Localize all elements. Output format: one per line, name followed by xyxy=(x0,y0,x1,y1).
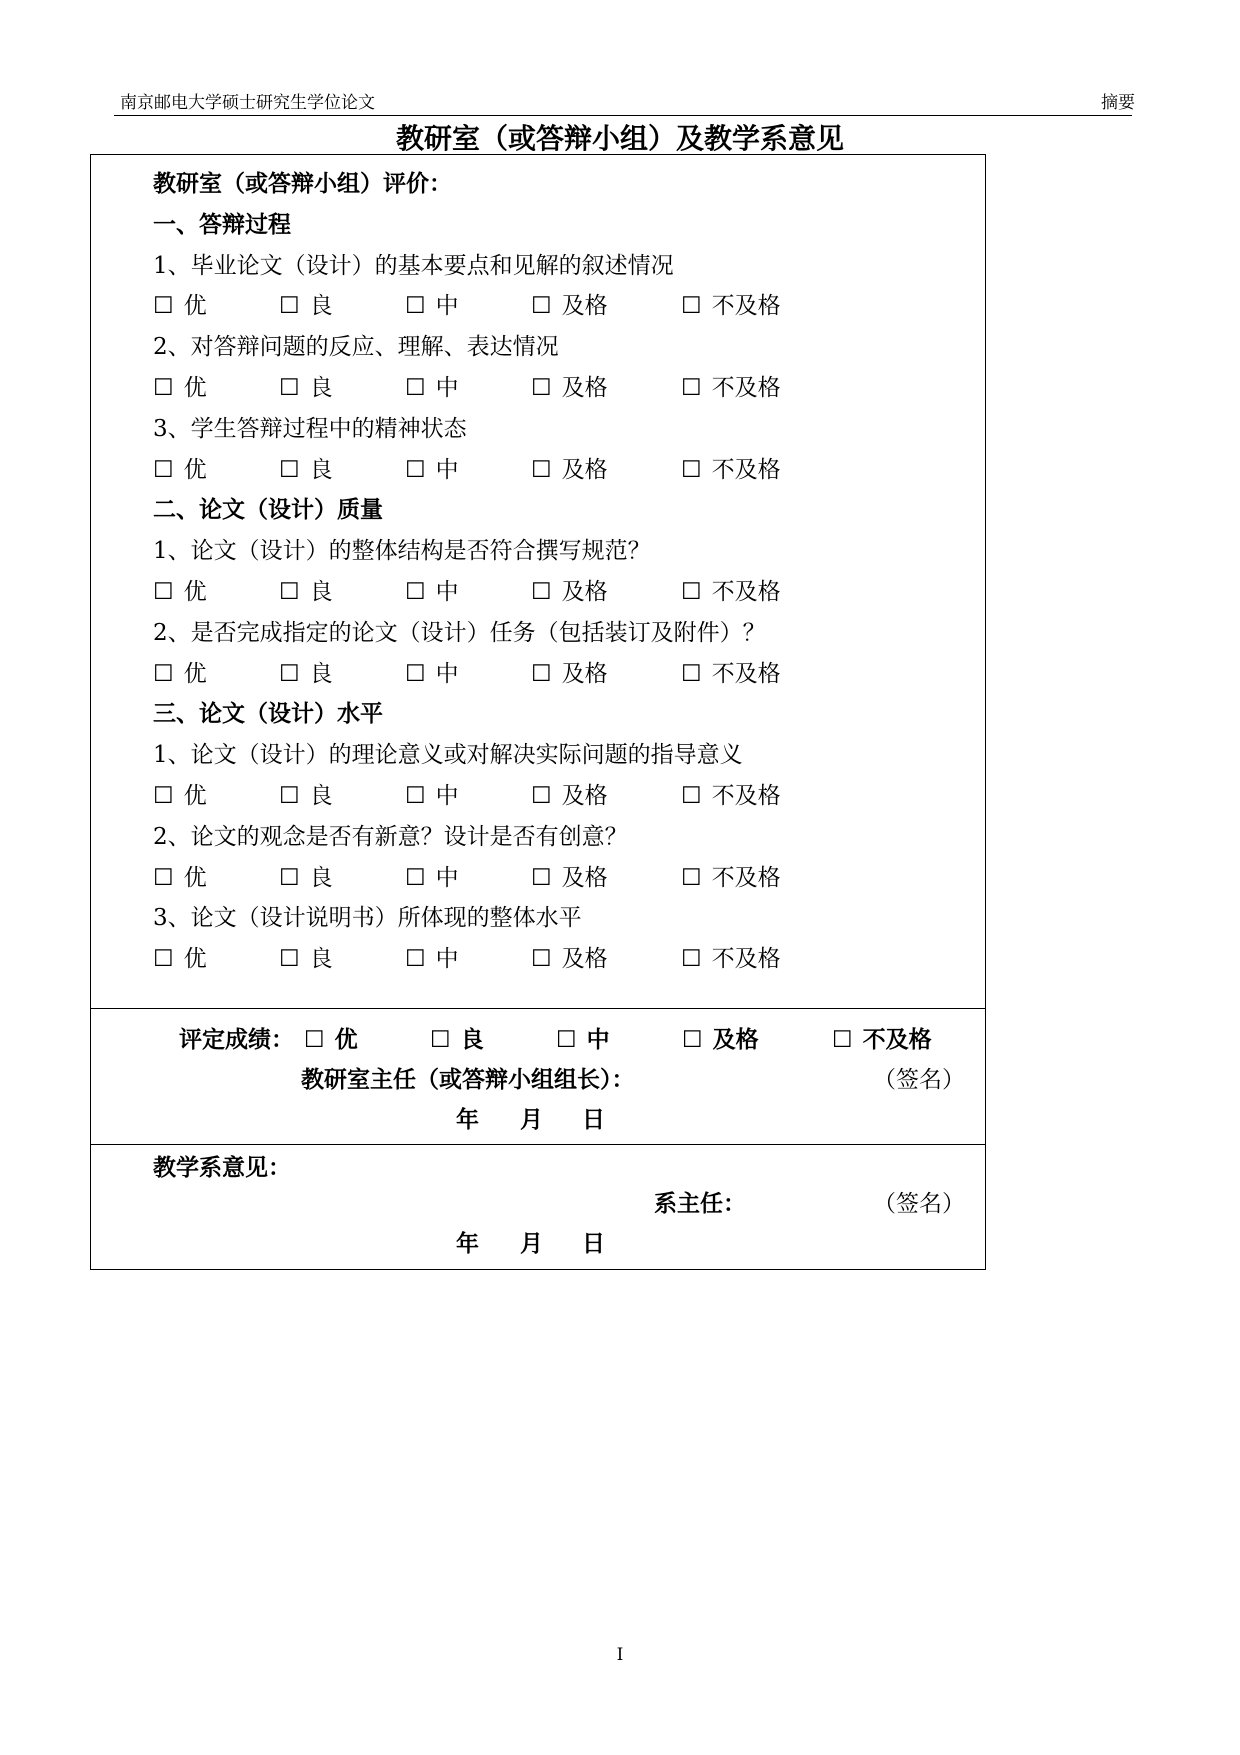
rating-option[interactable] xyxy=(153,287,207,320)
option-label: 中 xyxy=(435,946,459,973)
option-label: 不及格 xyxy=(711,293,781,320)
checkbox-icon[interactable]: ☐ xyxy=(405,293,426,320)
page-header-right: 摘要 xyxy=(1101,93,1135,113)
date-year: 年 xyxy=(456,1107,479,1133)
option-label: 及格 xyxy=(561,946,608,973)
rating-option[interactable] xyxy=(279,287,333,320)
date-day: 日 xyxy=(582,1107,605,1133)
rating-option[interactable] xyxy=(279,369,333,402)
rating-option[interactable] xyxy=(405,369,459,402)
question-text: 2、对答辩问题的反应、理解、表达情况 xyxy=(153,334,559,361)
grade-option[interactable] xyxy=(304,1021,358,1054)
checkbox-icon[interactable]: ☐ xyxy=(531,864,552,891)
rating-option[interactable] xyxy=(405,859,459,892)
rating-option[interactable] xyxy=(405,940,459,973)
option-label: 良 xyxy=(309,293,333,320)
rating-option[interactable] xyxy=(531,655,608,688)
option-label: 及格 xyxy=(561,456,608,483)
rating-option[interactable] xyxy=(681,451,781,484)
option-label: 优 xyxy=(183,864,207,891)
checkbox-icon[interactable]: ☐ xyxy=(405,783,426,809)
checkbox-icon[interactable]: ☐ xyxy=(405,864,426,891)
rating-option[interactable] xyxy=(405,451,459,484)
option-label: 良 xyxy=(309,946,333,973)
rating-option[interactable] xyxy=(681,777,781,810)
option-label: 及格 xyxy=(561,579,608,605)
checkbox-icon[interactable]: ☐ xyxy=(279,660,300,687)
dept-divider xyxy=(91,1144,985,1145)
option-label: 及格 xyxy=(561,660,608,687)
checkbox-icon[interactable]: ☐ xyxy=(832,1027,853,1053)
rating-option[interactable] xyxy=(405,777,459,810)
question-text: 2、论文的观念是否有新意？设计是否有创意？ xyxy=(153,823,628,850)
rating-option[interactable] xyxy=(153,573,207,606)
checkbox-icon[interactable]: ☐ xyxy=(531,579,552,605)
header-rule xyxy=(114,115,1132,116)
question-text: 1、论文（设计）的整体结构是否符合撰写规范？ xyxy=(153,538,651,565)
rating-option[interactable] xyxy=(531,859,608,892)
option-label: 优 xyxy=(183,783,207,809)
section-heading: 二、论文（设计）质量 xyxy=(153,497,383,524)
checkbox-icon[interactable]: ☐ xyxy=(681,375,702,401)
rating-option[interactable] xyxy=(153,369,207,402)
checkbox-icon[interactable]: ☐ xyxy=(405,456,426,483)
checkbox-icon[interactable]: ☐ xyxy=(279,375,300,401)
dept-head-label: 系主任： xyxy=(654,1191,746,1217)
rating-option[interactable] xyxy=(531,287,608,320)
rating-option[interactable] xyxy=(279,451,333,484)
director-date xyxy=(456,1101,605,1134)
option-label: 良 xyxy=(460,1027,484,1053)
dept-date xyxy=(456,1225,605,1258)
checkbox-icon[interactable]: ☐ xyxy=(279,456,300,483)
page-title: 教研室（或答辩小组）及教学系意见 xyxy=(395,122,844,155)
question-text: 1、毕业论文（设计）的基本要点和见解的叙述情况 xyxy=(153,252,674,279)
checkbox-icon[interactable]: ☐ xyxy=(405,660,426,687)
option-label: 优 xyxy=(334,1027,358,1053)
director-sign-label: （签名） xyxy=(873,1067,965,1093)
option-label: 及格 xyxy=(561,864,608,891)
checkbox-icon[interactable]: ☐ xyxy=(153,660,174,687)
option-label: 不及格 xyxy=(711,375,781,401)
checkbox-icon[interactable]: ☐ xyxy=(531,293,552,320)
rating-option[interactable] xyxy=(279,859,333,892)
option-label: 及格 xyxy=(561,783,608,809)
checkbox-icon[interactable]: ☐ xyxy=(153,946,174,973)
checkbox-icon[interactable]: ☐ xyxy=(405,946,426,973)
rating-option[interactable] xyxy=(531,451,608,484)
checkbox-icon[interactable]: ☐ xyxy=(430,1027,451,1053)
rating-option[interactable] xyxy=(681,655,781,688)
option-label: 中 xyxy=(435,579,459,605)
option-label: 不及格 xyxy=(711,579,781,605)
checkbox-icon[interactable]: ☐ xyxy=(556,1027,577,1053)
checkbox-icon[interactable]: ☐ xyxy=(531,783,552,809)
checkbox-icon[interactable]: ☐ xyxy=(681,456,702,483)
option-label: 良 xyxy=(309,864,333,891)
checkbox-icon[interactable]: ☐ xyxy=(681,946,702,973)
checkbox-icon[interactable]: ☐ xyxy=(279,783,300,809)
rating-option[interactable] xyxy=(279,655,333,688)
director-label: 教研室主任（或答辩小组组长）： xyxy=(301,1067,635,1093)
grade-option[interactable] xyxy=(430,1021,484,1054)
option-label: 中 xyxy=(435,660,459,687)
checkbox-icon[interactable]: ☐ xyxy=(681,660,702,687)
checkbox-icon[interactable]: ☐ xyxy=(153,579,174,605)
question-text: 1、论文（设计）的理论意义或对解决实际问题的指导意义 xyxy=(153,742,743,769)
option-label: 中 xyxy=(435,456,459,483)
option-label: 不及格 xyxy=(711,660,781,687)
checkbox-icon[interactable]: ☐ xyxy=(153,375,174,401)
rating-option[interactable] xyxy=(153,655,207,688)
checkbox-icon[interactable]: ☐ xyxy=(279,579,300,605)
option-label: 优 xyxy=(183,456,207,483)
option-label: 优 xyxy=(183,579,207,605)
option-label: 良 xyxy=(309,660,333,687)
rating-option[interactable] xyxy=(153,777,207,810)
evaluation-form xyxy=(90,154,986,1270)
option-label: 中 xyxy=(435,783,459,809)
eval-heading: 教研室（或答辩小组）评价： xyxy=(153,171,452,197)
checkbox-icon[interactable]: ☐ xyxy=(531,456,552,483)
date-year: 年 xyxy=(456,1231,479,1257)
option-label: 中 xyxy=(586,1027,610,1053)
option-label: 及格 xyxy=(712,1027,759,1053)
date-day: 日 xyxy=(582,1231,605,1257)
rating-option[interactable] xyxy=(531,940,608,973)
option-label: 不及格 xyxy=(711,783,781,809)
option-label: 良 xyxy=(309,579,333,605)
checkbox-icon[interactable]: ☐ xyxy=(682,1027,703,1053)
option-label: 及格 xyxy=(561,293,608,320)
question-text: 3、论文（设计说明书）所体现的整体水平 xyxy=(153,905,582,932)
date-month: 月 xyxy=(520,1107,543,1133)
option-label: 优 xyxy=(183,293,207,320)
rating-option[interactable] xyxy=(681,369,781,402)
dept-opinion-label: 教学系意见： xyxy=(153,1155,291,1181)
checkbox-icon[interactable]: ☐ xyxy=(405,579,426,605)
checkbox-icon[interactable]: ☐ xyxy=(153,783,174,809)
date-month: 月 xyxy=(520,1231,543,1257)
option-label: 优 xyxy=(183,375,207,401)
grade-divider xyxy=(91,1008,985,1009)
option-label: 良 xyxy=(309,456,333,483)
dept-sign-label: （签名） xyxy=(873,1191,965,1217)
section-heading: 三、论文（设计）水平 xyxy=(153,701,383,728)
question-text: 3、学生答辩过程中的精神状态 xyxy=(153,415,467,442)
rating-option[interactable] xyxy=(681,573,781,606)
option-label: 不及格 xyxy=(711,864,781,891)
checkbox-icon[interactable]: ☐ xyxy=(681,783,702,809)
option-label: 中 xyxy=(435,375,459,401)
option-label: 中 xyxy=(435,293,459,320)
rating-option[interactable] xyxy=(681,287,781,320)
rating-option[interactable] xyxy=(405,287,459,320)
rating-option[interactable] xyxy=(279,940,333,973)
grade-label: 评定成绩： xyxy=(179,1027,294,1053)
option-label: 良 xyxy=(309,375,333,401)
page-number: I xyxy=(616,1645,624,1665)
option-label: 优 xyxy=(183,946,207,973)
checkbox-icon[interactable]: ☐ xyxy=(405,375,426,401)
rating-option[interactable] xyxy=(531,777,608,810)
rating-option[interactable] xyxy=(279,777,333,810)
option-label: 优 xyxy=(183,660,207,687)
grade-option[interactable] xyxy=(556,1021,610,1054)
grade-option[interactable] xyxy=(682,1021,759,1054)
option-label: 不及格 xyxy=(711,946,781,973)
checkbox-icon[interactable]: ☐ xyxy=(531,375,552,401)
checkbox-icon[interactable]: ☐ xyxy=(279,293,300,320)
rating-option[interactable] xyxy=(153,859,207,892)
option-label: 及格 xyxy=(561,375,608,401)
checkbox-icon[interactable]: ☐ xyxy=(304,1027,325,1053)
rating-option[interactable] xyxy=(279,573,333,606)
checkbox-icon[interactable]: ☐ xyxy=(279,864,300,891)
rating-option[interactable] xyxy=(153,451,207,484)
rating-option[interactable] xyxy=(153,940,207,973)
page-header-left: 南京邮电大学硕士研究生学位论文 xyxy=(120,93,375,113)
checkbox-icon[interactable]: ☐ xyxy=(681,293,702,320)
checkbox-icon[interactable]: ☐ xyxy=(681,579,702,605)
checkbox-icon[interactable]: ☐ xyxy=(279,946,300,973)
option-label: 不及格 xyxy=(862,1027,932,1053)
checkbox-icon[interactable]: ☐ xyxy=(531,946,552,973)
checkbox-icon[interactable]: ☐ xyxy=(153,456,174,483)
checkbox-icon[interactable]: ☐ xyxy=(153,864,174,891)
grade-option[interactable] xyxy=(832,1021,932,1054)
rating-option[interactable] xyxy=(681,859,781,892)
rating-option[interactable] xyxy=(405,655,459,688)
checkbox-icon[interactable]: ☐ xyxy=(153,293,174,320)
question-text: 2、是否完成指定的论文（设计）任务（包括装订及附件）？ xyxy=(153,619,766,646)
option-label: 不及格 xyxy=(711,456,781,483)
rating-option[interactable] xyxy=(531,369,608,402)
rating-option[interactable] xyxy=(405,573,459,606)
checkbox-icon[interactable]: ☐ xyxy=(531,660,552,687)
option-label: 良 xyxy=(309,783,333,809)
option-label: 中 xyxy=(435,864,459,891)
checkbox-icon[interactable]: ☐ xyxy=(681,864,702,891)
section-heading: 一、答辩过程 xyxy=(153,211,291,238)
rating-option[interactable] xyxy=(531,573,608,606)
rating-option[interactable] xyxy=(681,940,781,973)
